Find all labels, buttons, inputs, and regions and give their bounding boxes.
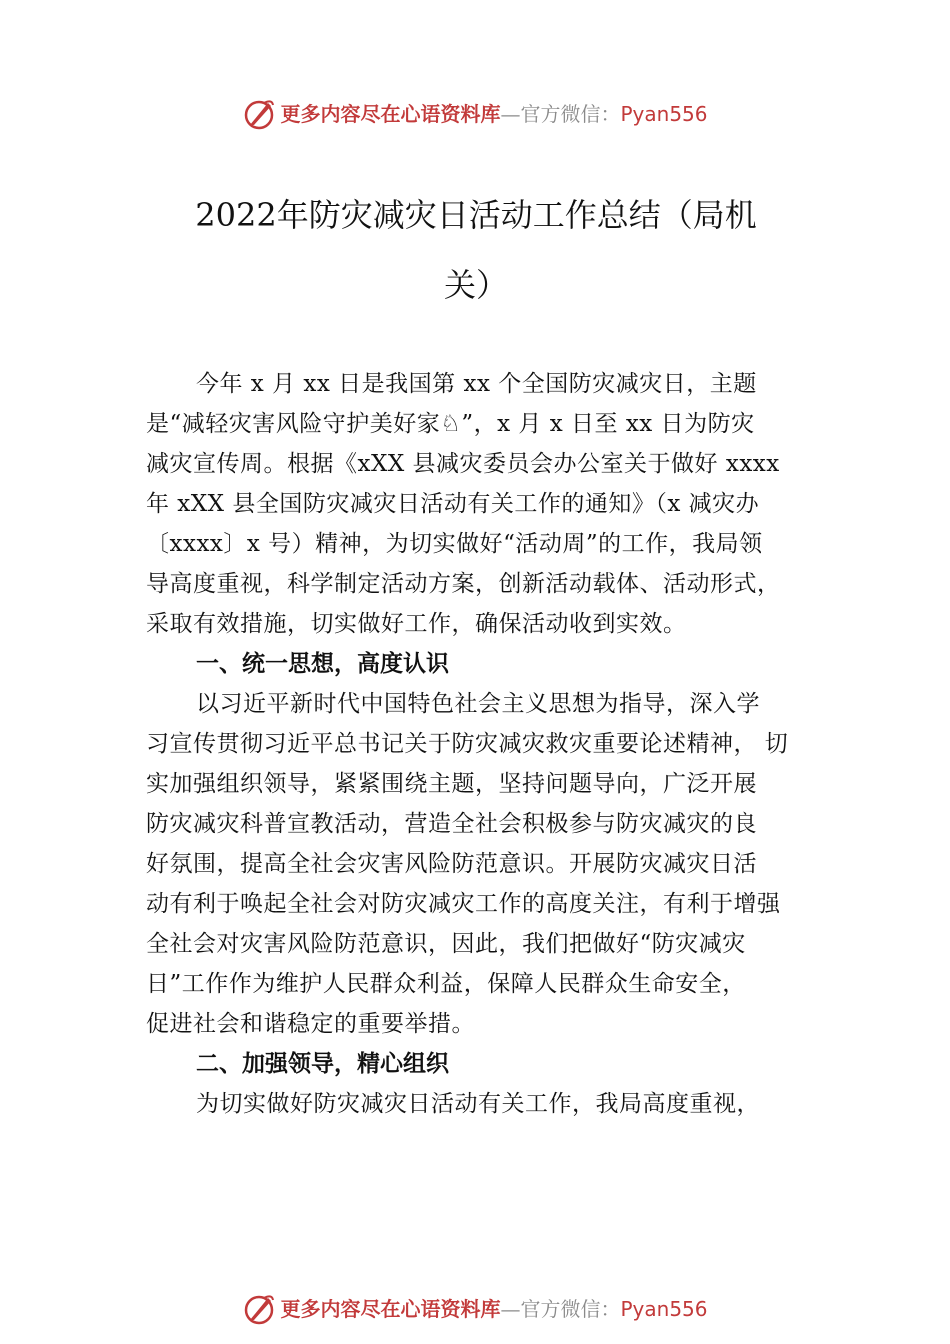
quill-logo-icon [242, 97, 276, 131]
paragraph-line: 年 xXX 县全国防灾减灾日活动有关工作的通知》（x 减灾办 [146, 491, 760, 517]
section-heading-2: 二、加强领导，精心组织 [196, 1051, 449, 1077]
paragraph-line: 全社会对灾害风险防范意识，因此，我们把做好“防灾减灾 [146, 931, 746, 957]
paragraph-line: 是“减轻灾害风险守护美好家♘”，x 月 x 日至 xx 日为防灾 [146, 411, 755, 437]
watermark-wechat-label: —官方微信： [500, 1297, 621, 1321]
paragraph-line: 动有利于唤起全社会对防灾减灾工作的高度关注，有利于增强 [146, 891, 781, 917]
paragraph-line: 〔xxxx〕x 号）精神，为切实做好“活动周”的工作，我局领 [146, 531, 763, 557]
document-title-line-2: 关） [443, 266, 508, 304]
document-title-line-1: 2022年防灾减灾日活动工作总结（局机 [195, 196, 757, 234]
footer-watermark [0, 1289, 950, 1329]
paragraph-line: 日”工作作为维护人民群众利益，保障人民群众生命安全， [146, 971, 746, 997]
watermark-wechat-label: —官方微信： [500, 102, 621, 126]
paragraph-line: 防灾减灾科普宣教活动，营造全社会积极参与防灾减灾的良 [146, 811, 757, 837]
watermark-wechat-id: Pyan556 [620, 1297, 708, 1321]
paragraph-line: 今年 x 月 xx 日是我国第 xx 个全国防灾减灾日，主题 [196, 371, 757, 397]
paragraph-line: 为切实做好防灾减灾日活动有关工作，我局高度重视， [196, 1091, 760, 1117]
paragraph-line: 实加强组织领导，紧紧围绕主题，坚持问题导向，广泛开展 [146, 771, 757, 797]
watermark-brand-text: 更多内容尽在心语资料库 [280, 1297, 501, 1321]
document-body [146, 364, 821, 1124]
paragraph-line: 采取有效措施，切实做好工作，确保活动收到实效。 [146, 611, 687, 637]
watermark-brand-text: 更多内容尽在心语资料库 [280, 102, 501, 126]
paragraph-line: 习宣传贯彻习近平总书记关于防灾减灾救灾重要论述精神， 切 [146, 731, 789, 757]
section-heading-1: 一、统一思想，高度认识 [196, 651, 449, 677]
header-watermark [0, 94, 950, 134]
paragraph-line: 导高度重视，科学制定活动方案，创新活动载体、活动形式， [146, 571, 781, 597]
quill-logo-icon [242, 1292, 276, 1326]
watermark-wechat-id: Pyan556 [620, 102, 708, 126]
paragraph-line: 好氛围，提高全社会灾害风险防范意识。开展防灾减灾日活 [146, 851, 757, 877]
paragraph-line: 减灾宣传周。根据《xXX 县减灾委员会办公室关于做好 xxxx [146, 451, 780, 477]
paragraph-line: 以习近平新时代中国特色社会主义思想为指导，深入学 [196, 691, 760, 717]
paragraph-line: 促进社会和谐稳定的重要举措。 [146, 1011, 475, 1037]
